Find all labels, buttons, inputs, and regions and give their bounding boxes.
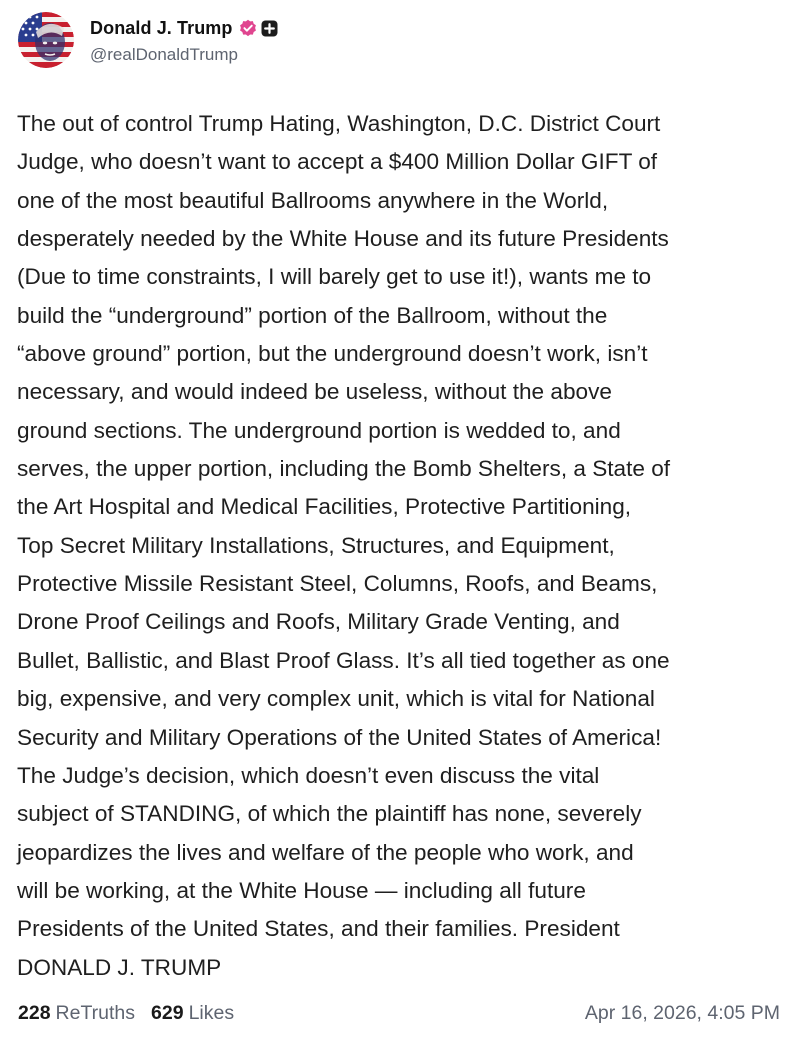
author-display-name[interactable]: Donald J. Trump (90, 17, 233, 38)
post-text-line: the Art Hospital and Medical Facilities, Protective Partitioning, (17, 494, 632, 520)
post-text-line: Security and Military Operations of the United States of America! (17, 724, 662, 750)
post-timestamp[interactable]: Apr 16, 2026, 4:05 PM (584, 1001, 780, 1024)
post-text-line: build the “underground” portion of the Ballroom, without the (17, 302, 608, 328)
post-text-line: Presidents of the United States, and their families. President (17, 916, 620, 942)
author-name-row (90, 15, 278, 41)
retruths-label: ReTruths (55, 1001, 136, 1024)
likes-stat[interactable] (151, 1002, 234, 1025)
post-text-line: big, expensive, and very complex unit, which is vital for National (17, 686, 655, 712)
post-text-line: (Due to time constraints, I will barely get to use it!), wants me to (17, 264, 652, 290)
post-text-line: Judge, who doesn’t want to accept a $400 Million Dollar GIFT of (17, 149, 658, 175)
avatar-image (18, 12, 74, 68)
post-body-text (17, 105, 789, 987)
likes-count: 629 (151, 1001, 184, 1024)
author-handle[interactable]: @realDonaldTrump (90, 45, 238, 64)
post-text-line: “above ground” portion, but the underground doesn’t work, isn’t (17, 341, 648, 367)
author-identity (90, 12, 278, 68)
retruths-count: 228 (18, 1001, 51, 1024)
post-text-line: will be working, at the White House — including all future (17, 877, 586, 903)
post-text-line: Top Secret Military Installations, Structures, and Equipment, (17, 532, 615, 558)
post-text-line: desperately needed by the White House and its future Presidents (17, 226, 669, 252)
plus-badge-icon (261, 20, 278, 37)
verified-badge-icon (239, 19, 257, 37)
likes-label: Likes (188, 1001, 235, 1024)
post-text-line: ground sections. The underground portion is wedded to, and (17, 417, 621, 443)
post-text-line: necessary, and would indeed be useless, without the above (17, 379, 612, 405)
post-text-line: Drone Proof Ceilings and Roofs, Military Grade Venting, and (17, 609, 620, 635)
post-text-line: The Judge’s decision, which doesn’t even discuss the vital (17, 762, 600, 788)
post-text-line: Bullet, Ballistic, and Blast Proof Glass. It’s all tied together as one (17, 647, 670, 673)
post-text-line: Protective Missile Resistant Steel, Columns, Roofs, and Beams, (17, 571, 658, 597)
post-text-line: DONALD J. TRUMP (17, 954, 222, 980)
post-footer (18, 998, 780, 1028)
avatar[interactable] (18, 12, 74, 68)
post-header (18, 12, 278, 68)
post-text-line: subject of STANDING, of which the plaintiff has none, severely (17, 801, 642, 827)
post-text-line: jeopardizes the lives and welfare of the people who work, and (17, 839, 634, 865)
post-text-line: serves, the upper portion, including the Bomb Shelters, a State of (17, 456, 671, 482)
post-text-line: The out of control Trump Hating, Washington, D.C. District Court (17, 111, 661, 136)
retruths-stat[interactable] (18, 1002, 135, 1025)
post-text-line: one of the most beautiful Ballrooms anywhere in the World, (17, 187, 609, 213)
